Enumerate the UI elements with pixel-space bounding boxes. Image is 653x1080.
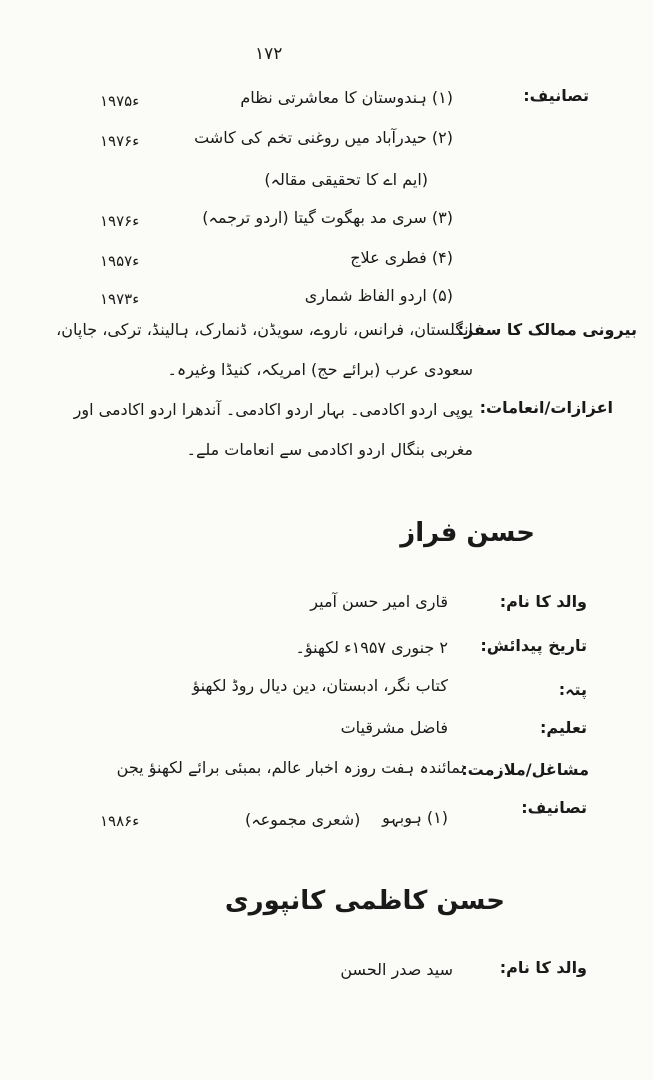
awards-label: اعزازات/انعامات: (479, 398, 613, 417)
occupation-label: مشاغل/ملازمت: (461, 760, 589, 779)
father-value: سید صدر الحسن (340, 960, 453, 979)
work-note: (شعری مجموعہ) (245, 810, 361, 829)
address-label: پتہ: (558, 680, 587, 699)
education-label: تعلیم: (539, 718, 587, 737)
author-name: حسن فراز (400, 518, 535, 548)
father-label: والد کا نام: (499, 958, 587, 977)
tasanif-label: تصانیف: (521, 798, 587, 817)
travel-line: سعودی عرب (برائے حج) امریکہ، کنیڈا وغیرہ۔ (167, 360, 473, 379)
father-label: والد کا نام: (499, 592, 587, 611)
work-year: ۱۹۷۶ء (100, 132, 140, 150)
travel-label: بیرونی ممالک کا سفر: (457, 320, 637, 339)
work-title: (۲) حیدرآباد میں روغنی تخم کی کاشت (194, 128, 453, 147)
birth-value: ۲ جنوری ۱۹۵۷ء لکھنؤ۔ (295, 638, 448, 657)
awards-line: مغربی بنگال اردو اکادمی سے انعامات ملے۔ (186, 440, 473, 459)
work-title: (۱) ہندوستان کا معاشرتی نظام (240, 88, 453, 107)
work-year: ۱۹۷۵ء (100, 92, 140, 110)
travel-line: انگلستان، فرانس، ناروے، سویڈن، ڈنمارک، ہالینڈ، ترکی، جاپان، (56, 320, 473, 339)
work-year: ۱۹۸۶ء (100, 812, 140, 830)
address-value: کتاب نگر، ادبستان، دین دیال روڈ لکھنؤ (192, 676, 448, 695)
page-number: ۱۷۲ (255, 44, 283, 64)
education-value: فاضل مشرقیات (340, 718, 448, 737)
awards-line: یوپی اردو اکادمی۔ بہار اردو اکادمی۔ آندھرا اردو اکادمی اور (73, 400, 473, 419)
birth-label: تاریخ پیدائش: (480, 636, 587, 655)
work-year: ۱۹۷۶ء (100, 212, 140, 230)
work-title: (۳) سری مد بھگوت گیتا (اردو ترجمہ) (202, 208, 453, 227)
author-name: حسن کاظمی کانپوری (224, 886, 505, 916)
occupation-value: نمائندہ ہفت روزہ اخبار عالم، بمبئی برائے لکھنؤ یجن (116, 758, 465, 777)
work-title: (۱) ہوبہو (382, 808, 448, 827)
work-title: (۴) فطری علاج (350, 248, 453, 267)
tasanif-label: تصانیف: (523, 86, 589, 105)
work-year: ۱۹۷۳ء (100, 290, 140, 308)
work-year: ۱۹۵۷ء (100, 252, 140, 270)
work-note: (ایم اے کا تحقیقی مقالہ) (264, 170, 428, 189)
father-value: قاری امیر حسن آمیر (310, 592, 448, 611)
work-title: (۵) اردو الفاظ شماری (304, 286, 453, 305)
